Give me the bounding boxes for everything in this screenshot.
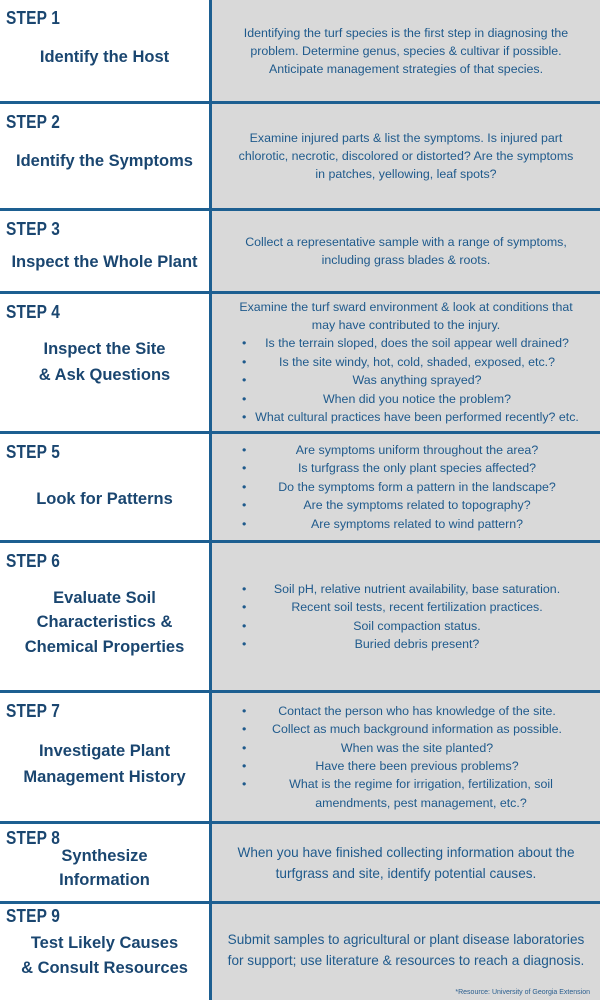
list-item: • What cultural practices have been performed recently? etc. <box>216 408 596 426</box>
step-left-panel <box>0 824 209 901</box>
step-description: When you have finished collecting information about the turfgrass and site, identify potential causes. <box>237 844 575 881</box>
step-title-line: Investigate Plant <box>38 742 171 760</box>
step-title: Identify the Host <box>39 48 170 66</box>
step-description: Submit samples to agricultural or plant disease laboratories for support; use literature & resources to reach a diagnosis. <box>227 932 585 968</box>
list-item: • When was the site planted? <box>216 739 596 757</box>
step-number: STEP 6 <box>6 551 61 571</box>
step-number: STEP 9 <box>6 906 61 926</box>
list-item: • Soil pH, relative nutrient availability, base saturation. <box>216 580 596 598</box>
step-title-line: & Ask Questions <box>38 366 171 384</box>
step-number: STEP 5 <box>6 442 61 462</box>
step-description-panel <box>212 434 600 540</box>
step-bullet-list <box>216 334 596 426</box>
step-title: Look for Patterns <box>36 490 173 508</box>
step-description-panel <box>212 0 600 101</box>
list-item: • Is the terrain sloped, does the soil appear well drained? <box>216 334 596 352</box>
step-row-7 <box>0 693 600 821</box>
list-item: • Buried debris present? <box>216 635 596 653</box>
step-row-8 <box>0 824 600 901</box>
step-description-panel <box>212 904 600 1000</box>
step-description-panel <box>212 543 600 690</box>
step-title-line: Management History <box>23 768 186 786</box>
step-left-panel <box>0 434 209 540</box>
step-description-panel <box>212 294 600 431</box>
step-row-9 <box>0 904 600 1000</box>
step-number: STEP 3 <box>6 219 61 239</box>
step-title-line: Inspect the Site <box>43 340 166 358</box>
step-title-line: Test Likely Causes <box>30 934 179 952</box>
list-item: • Soil compaction status. <box>216 617 596 635</box>
list-item: • Is the site windy, hot, cold, shaded, exposed, etc.? <box>216 353 596 371</box>
step-bullet-list <box>216 702 596 812</box>
step-description: Examine injured parts & list the symptoms. Is injured part chlorotic, necrotic, discolored or distorted? Are the symptoms in patches, yellowing, leaf spots? <box>238 131 574 181</box>
step-row-2 <box>0 104 600 208</box>
step-bullet-list <box>216 441 596 533</box>
step-row-1 <box>0 0 600 101</box>
step-description-panel <box>212 693 600 821</box>
step-row-6 <box>0 543 600 690</box>
step-left-panel <box>0 693 209 821</box>
step-title-line: Evaluate Soil <box>53 589 156 607</box>
list-item: • Do the symptoms form a pattern in the landscape? <box>216 478 596 496</box>
step-description: Collect a representative sample with a range of symptoms, including grass blades & roots. <box>245 235 567 267</box>
list-item: • Was anything sprayed? <box>216 371 596 389</box>
list-item: • Are the symptoms related to topography? <box>216 496 596 514</box>
step-description: Identifying the turf species is the first step in diagnosing the problem. Determine genus, species & cultivar if possible. Anticipate management strategies of that species. <box>243 25 569 76</box>
list-item: • Have there been previous problems? <box>216 757 596 775</box>
step-row-4 <box>0 294 600 431</box>
step-left-panel <box>0 904 209 1000</box>
step-number: STEP 7 <box>6 701 61 721</box>
step-title-line: Information <box>59 871 150 889</box>
step-title-line: Chemical Properties <box>24 638 185 656</box>
column-divider <box>209 0 212 1000</box>
list-item: • Recent soil tests, recent fertilization practices. <box>216 598 596 616</box>
step-number: STEP 4 <box>6 302 61 322</box>
step-title-line: Synthesize <box>61 847 148 865</box>
step-left-panel <box>0 543 209 690</box>
step-title: Identify the Symptoms <box>16 152 193 170</box>
step-number: STEP 1 <box>6 8 61 28</box>
step-bullet-list <box>216 580 596 654</box>
step-row-3 <box>0 211 600 291</box>
list-item: • Contact the person who has knowledge of the site. <box>216 702 596 720</box>
step-number: STEP 8 <box>6 828 61 848</box>
step-number: STEP 2 <box>6 112 61 132</box>
step-description-panel <box>212 211 600 291</box>
step-left-panel <box>0 294 209 431</box>
list-item: • Is turfgrass the only plant species affected? <box>216 459 596 477</box>
step-title-line: Characteristics & <box>36 613 173 631</box>
step-left-panel <box>0 104 209 208</box>
step-title-line: & Consult Resources <box>21 959 188 977</box>
list-item: • Are symptoms related to wind pattern? <box>216 515 596 533</box>
step-title: Inspect the Whole Plant <box>11 253 198 271</box>
list-item: • Are symptoms uniform throughout the area? <box>216 441 596 459</box>
step-left-panel <box>0 0 209 101</box>
list-item: • What is the regime for irrigation, fertilization, soil amendments, pest management, etc.? <box>216 775 596 812</box>
step-intro: Examine the turf sward environment & look at conditions that may have contributed to the injury. <box>239 300 573 333</box>
step-description-panel <box>212 824 600 901</box>
list-item: • When did you notice the problem? <box>216 390 596 408</box>
step-description-panel <box>212 104 600 208</box>
step-row-5 <box>0 434 600 540</box>
source-footnote: *Resource: University of Georgia Extension <box>455 989 590 996</box>
list-item: • Collect as much background information as possible. <box>216 720 596 738</box>
step-left-panel <box>0 211 209 291</box>
